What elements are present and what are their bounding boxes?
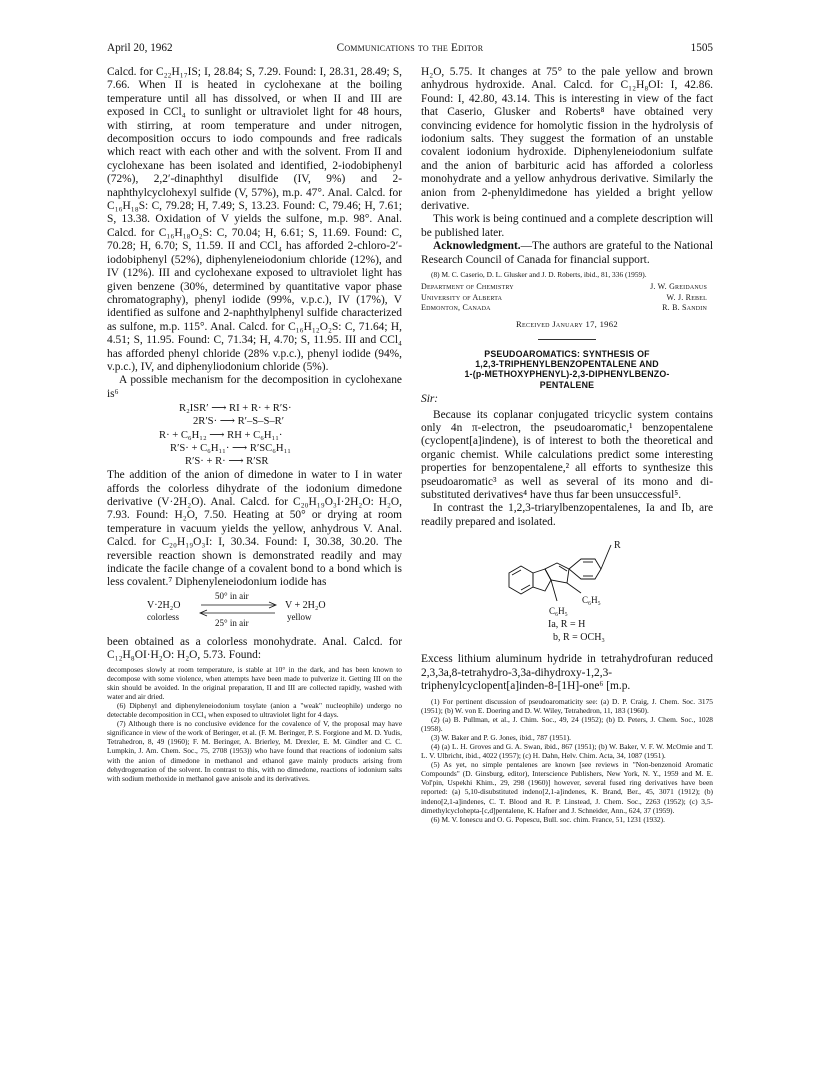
authors — [650, 282, 707, 313]
signature-block — [421, 282, 713, 316]
mechanism-equations — [107, 402, 402, 468]
reaction-bottom-condition: 25° in air — [215, 617, 249, 628]
affiliation-university: University of Alberta — [421, 292, 503, 302]
equation-2: 2R′S· ⟶ R′–S–S–R′ — [193, 416, 285, 428]
header-journal: Communications to the Editor — [336, 42, 484, 54]
footnote-6-left: (6) Diphenyl and diphenyleneiodonium tosylate (anion a "weak" nucleophile) undergo no detectable decomposition in CCl₄ when exposed to ultraviolet light for 4 days. — [107, 701, 402, 720]
right-paragraph-2: This work is being continued and a complete description will be published later. — [421, 213, 713, 239]
header-date: April 20, 1962 — [107, 42, 173, 54]
author-3: R. B. Sandin — [662, 303, 707, 312]
reaction-right-label: yellow — [287, 611, 312, 622]
title-line-3: 1-(p-METHOXYPHENYL)-2,3-DIPHENYLBENZO- — [464, 369, 670, 380]
structure-phenyl-label-1: C₆H₅ — [582, 595, 601, 606]
reversible-reaction — [107, 592, 402, 634]
reaction-left-label: colorless — [147, 611, 179, 622]
footnote-4: (4) (a) L. H. Groves and G. A. Swan, ibid., 867 (1951); (b) W. Baker, V. F. W. McOmie and T. L. V. Ulbricht, ibid., 4022 (1957); (c) H. Dahn, Helv. Chim. Acta, 34, 1087 (1951). — [421, 741, 713, 761]
footnote-5: (5) As yet, no simple pentalenes are known [see reviews in "Non-benzenoid Aromatic Compounds" (D. Ginsburg, editor), Interscience Publishers, New York, N. Y., 1959 and M. E. Vol'pin, Uspekhi Khim., 29, 298 (1960)] however, several fused ring derivatives have been reported: (a) 5,10-disubstituted indeno[2,1-a]indenes, K. Brand, Ber., 45, 3071 (1912); (b) indeno[2,1-a]indenes, C. T. Blood and R. P. Linstead, J. Chem. Soc., 2263 (1952); (c) 3,5-dimethylcyclohepta-[c,d]pentalene, K. Hafner and J. Schneider, Ann., 624, 37 (1959). — [421, 760, 713, 815]
footnote-8: (8) M. C. Caserio, D. L. Glusker and J. D. Roberts, ibid., 81, 336 (1959). — [431, 270, 647, 280]
affiliation-location: Edmonton, Canada — [421, 303, 491, 312]
equation-4: R′S· + C₆H₁₁· ⟶ R′SC₆H₁₁ — [170, 442, 291, 454]
right-paragraph-3: Because its coplanar conjugated tricyclic system contains only 4n π-electron, the pseudoaromatic,¹ benzopentalene (cyclopent[a]indene), is of interest to both the theoretical and organic chemist. While calculations predict some interesting properties for benzopentalene,² all efforts to synthesize this pseudoaromatic³ as well as several of its mono and di-substituted derivatives⁴ have thus far been unsuccessful⁵. — [421, 408, 713, 502]
footnote-continued: decomposes slowly at room temperature, is stable at 10° in the dark, and has been known to decompose with some violence, when attempts have been made to pulverize it. Getting III on the skin should be avoided. In the original preparation, II and III are collected rapidly, washed with water and air dried. — [107, 664, 402, 701]
title-line-2: 1,2,3-TRIPHENYLBENZOPENTALENE AND — [475, 359, 659, 369]
footnote-1: (1) For pertinent discussion of pseudoaromaticity see: (a) D. P. Craig, J. Chem. Soc. 3175 (1951); (b) W. von E. Doering and D. W. Wiley, Tetrahedron, 11, 183 (1960). — [421, 696, 713, 715]
section-divider — [538, 339, 596, 340]
structure-phenyl-label-2: C₆H₅ — [549, 606, 568, 617]
equation-1: R₂ISR′ ⟶ RI + R· + R′S· — [179, 403, 292, 415]
chemical-structure — [421, 531, 713, 651]
header-page-number: 1505 — [690, 42, 713, 54]
right-paragraph-4: In contrast the 1,2,3-triarylbenzopentalenes, Ia and Ib, are readily prepared and isolated. — [421, 502, 713, 528]
affiliation-department: Department of Chemistry — [421, 282, 514, 292]
salutation: Sir: — [421, 393, 439, 406]
right-column — [421, 66, 713, 824]
acknowledgment — [421, 240, 713, 267]
compound-ib-label: b, R = OCH₃ — [553, 631, 605, 643]
right-paragraph-5: Excess lithium aluminum hydride in tetrahydrofuran reduced 2,3,3a,8-tetrahydro-3,3a-dihydroxy-1,2,3-triphenylcyclopent[a]inden-8-[1H]-one⁶ [m.p. — [421, 653, 713, 693]
equation-3: R· + C₆H₁₂ ⟶ RH + C₆H₁₁· — [159, 429, 283, 441]
page-header — [107, 42, 713, 58]
footnote-6-right: (6) M. V. Ionescu and O. G. Popescu, Bull. soc. chim. France, 51, 1231 (1932). — [431, 814, 665, 824]
title-line-1: PSEUDOAROMATICS: SYNTHESIS OF — [484, 348, 650, 359]
article-title — [421, 349, 713, 391]
right-paragraph-1: H₂O, 5.75. It changes at 75° to the pale yellow and brown anhydrous hydroxide. Anal. Calcd. for C₁₂H₈OI: I, 42.86. Found: I, 42.80, 43.14. This is interesting in view of the fact that Caserio, Glusker and Roberts⁸ have obtained very convincing evidence for homolytic fission in the hydrolysis of iodonium salts. They suggest the formation of an unstable covalent iodonium hydroxide. Diphenyleneiodonium sulfate and the anion of barbituric acid has afforded a colorless monohydrate and a yellow anhydrous derivative. Similarly the anion from 2-phenyldimedone has yielded a bright yellow derivative. — [421, 66, 713, 213]
footnote-3: (3) W. Baker and P. G. Jones, ibid., 787 (1951). — [431, 732, 571, 742]
reaction-right-species: V + 2H₂O — [285, 599, 326, 611]
author-2: W. J. Rebel — [666, 292, 707, 302]
footnote-7: (7) Although there is no conclusive evidence for the covalence of V, the proposal may have significance in view of the work of Beringer, et al. (F. M. Beringer, P. S. Forgione and M. D. Yudis, Tetrahedron, 8, 49 (1960); F. M. Beringer, A. Brierley, M. Drexler, E. M. Gindler and C. C. Lumpkin, J. Am. Chem. Soc., 75, 2708 (1953)) who have found that reactions of iodonium salts with the anion of dimedone in methanol and ethanol gave mainly products arising from dehydrogenation of the solvent. In contrast to this, with no dimedone, reactions of iodonium salts with sodium methoxide in methanol gave anisole and its derivatives. — [107, 719, 402, 783]
author-1: J. W. Greidanus — [650, 282, 707, 292]
compound-ia-label: Ia, R = H — [548, 619, 586, 631]
left-column — [107, 66, 402, 783]
left-paragraph-2: A possible mechanism for the decomposition in cyclohexane is⁶ — [107, 374, 402, 400]
acknowledgment-body: —The authors are grateful to the National Research Council of Canada for financial support. — [421, 240, 713, 266]
reaction-top-condition: 50° in air — [215, 590, 249, 601]
affiliation — [421, 282, 514, 313]
equilibrium-arrows-icon — [199, 601, 279, 617]
acknowledgment-heading: Acknowledgment. — [433, 240, 521, 253]
structure-r-label: R — [614, 540, 621, 552]
received-date: Received January 17, 1962 — [516, 319, 618, 330]
left-paragraph-1: Calcd. for C₂₂H₁₇IS; I, 28.84; S, 7.29. Found: I, 28.31, 28.49; S, 7.66. When II is heated in cyclohexane at the boiling temperature until all has dissolved, or when II and III are exposed in CCl₄ to sunlight or ultraviolet light for 48 hours, with stirring, at room temperature and under nitrogen, decomposition occurs to iodo compounds and free radicals which react with each other and with the solvent. From II and cyclohexane has been isolated and identified, 2-iodobiphenyl (72%), 2,2′-dinaphthyl disulfide (IV, 9%) and 2-naphthylcyclohexyl sulfide (V, 57%), m.p. 47°. Anal. Calcd. for C₁₆H₁₈S: C, 79.28; H, 7.49; S, 13.23. Found: C, 79.46; H, 7.61; S, 13.38. Oxidation of V yields the sulfone, m.p. 98°. Anal. Calcd. for C₁₆H₁₈O₂S: C, 70.04; H, 6.61; S, 11.69. Found: C, 70.28; H, 6.70; S, 11.59. II and CCl₄ has afforded 2-chloro-2′-iodobiphenyl (52%), diphenyleneiodonium chloride (12%), and IV (12%). III and cyclohexane exposed to ultraviolet light has given benzene (30%, determined by quantitative vapor phase chromatography), phenyl iodide (99%, v.p.c.), IV (17%), V identified as sulfone and 2-naphthylphenyl sulfide characterized as sulfone, m.p. 115°. Anal. Calcd. for C₁₆H₁₂O₂S: C, 71.64; H, 4.51; S, 11.95. Found: C, 71.34; H, 4.70; S, 11.95. III and CCl₄ has afforded phenyl chloride (28% v.p.c.), phenyl iodide (94%, v.p.c.), IV, and diphenyliodonium chloride (5%). — [107, 66, 402, 373]
left-paragraph-3: The addition of the anion of dimedone in water to I in water affords the colorless dihydrate of the iodonium dimedone derivative (V·2H₂O). Anal. Calcd. for C₂₀H₁₉O₃I·2H₂O: H₂O, 7.93. Found: H₂O, 7.50. Heating at 50° or drying at room temperature in vacuum yields the yellow, anhydrous V. Anal. Calcd. for C₂₀H₁₉O₃I: I, 30.34. Found: I, 30.38, 30.20. The reversible reaction shown is demonstrated readily and may indicate the facile change of a covalent bond to a bond which is less covalent.⁷ Diphenyleneiodonium iodide has — [107, 469, 402, 589]
left-paragraph-4: been obtained as a colorless monohydrate. Anal. Calcd. for C₁₂H₈OI·H₂O: H₂O, 5.73. Found: — [107, 635, 402, 662]
structure-caption — [548, 619, 605, 644]
footnote-2: (2) (a) B. Pullman, et al., J. Chim. Soc., 49, 24 (1952); (b) D. Peters, J. Chem. Soc., 1028 (1958). — [421, 714, 713, 733]
title-line-4: PENTALENE — [539, 379, 595, 390]
equation-5: R′S· + R· ⟶ R′SR — [185, 455, 269, 467]
reaction-left-species: V·2H₂O — [147, 599, 181, 611]
